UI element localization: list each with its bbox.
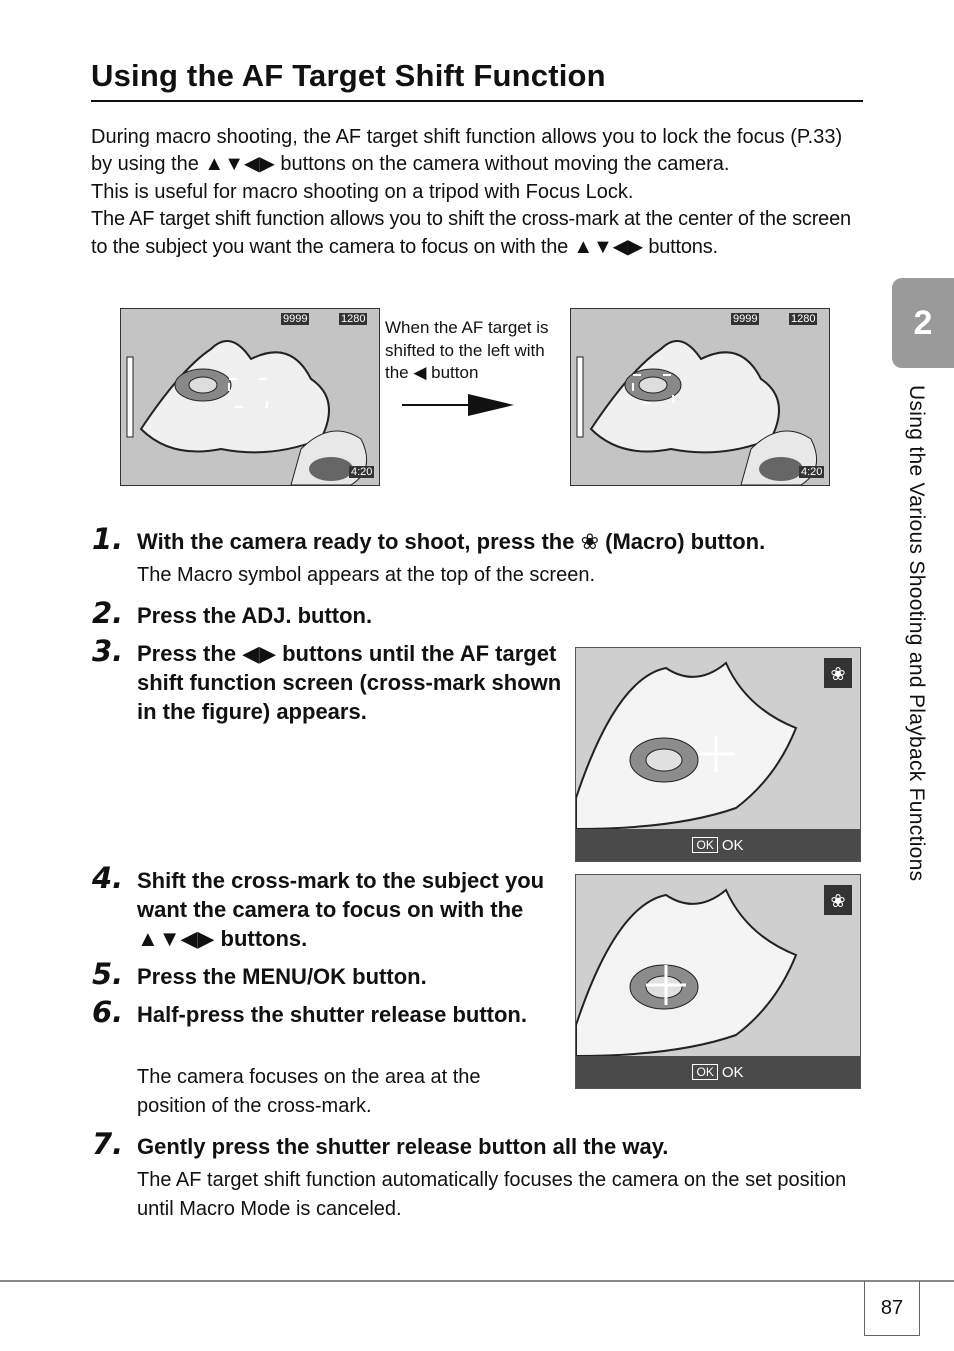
aspect-label: 4:20 xyxy=(801,466,823,478)
chapter-tab: 2 xyxy=(892,278,954,368)
step-number: 2. xyxy=(92,596,124,630)
step-heading: Gently press the shutter release button all the way. xyxy=(137,1134,669,1159)
step-number: 4. xyxy=(92,861,124,895)
flower-closeup-image xyxy=(576,875,860,1056)
aspect-label: 4:20 xyxy=(351,466,373,478)
right-arrow-icon xyxy=(402,392,516,418)
flower-closeup-image xyxy=(576,648,860,829)
intro-paragraph: During macro shooting, the AF target shift function allows you to lock the focus (P.33) by using the ▲▼◀▶ buttons on the camera without moving the camera. xyxy=(91,126,843,176)
intro-text xyxy=(91,124,866,261)
ok-button-icon: OK xyxy=(692,1064,717,1080)
shots-remaining: 9999 xyxy=(283,313,308,325)
step-heading: Half-press the shutter release button. xyxy=(137,1002,527,1027)
step-heading: Shift the cross-mark to the subject you want the camera to focus on with the ▲▼◀▶ buttons. xyxy=(137,868,545,951)
footer-rule xyxy=(0,1280,954,1282)
ok-label: OK xyxy=(721,836,744,854)
diagram-caption: When the AF target is shifted to the left with the ◀ button xyxy=(385,318,549,382)
step-body: The Macro symbol appears at the top of the screen. xyxy=(137,564,596,586)
chapter-side-title xyxy=(904,385,944,985)
step-heading: With the camera ready to shoot, press the ❀ (Macro) button. xyxy=(137,529,766,554)
step-number: 3. xyxy=(92,634,124,668)
flower-image xyxy=(121,309,379,485)
ok-bar xyxy=(576,829,860,861)
step-body: The AF target shift function automatically focuses the camera on the set position until Macro Mode is canceled. xyxy=(137,1169,847,1220)
ok-bar xyxy=(576,1056,860,1088)
lcd-screenshot-before xyxy=(120,308,380,486)
step-number: 6. xyxy=(92,995,124,1029)
page-number: 87 xyxy=(864,1281,920,1336)
step-number: 5. xyxy=(92,957,124,991)
cross-mark-shifted-figure xyxy=(575,874,861,1089)
page-title: Using the AF Target Shift Function xyxy=(91,58,863,102)
step-heading: Press the ◀▶ buttons until the AF target shift function screen (cross-mark shown in the figure) appears. xyxy=(137,641,562,724)
image-size: 1280 xyxy=(791,313,816,325)
image-size: 1280 xyxy=(341,313,366,325)
intro-paragraph: The AF target shift function allows you to shift the cross-mark at the center of the screen to the subject you want the camera to focus on with the ▲▼◀▶ buttons. xyxy=(91,208,851,258)
svg-text:❀: ❀ xyxy=(830,891,846,912)
shots-remaining: 9999 xyxy=(733,313,758,325)
step-number: 7. xyxy=(92,1127,124,1161)
flower-image xyxy=(571,309,829,485)
lcd-screenshot-after xyxy=(570,308,830,486)
svg-text:❀: ❀ xyxy=(830,664,846,685)
ok-label: OK xyxy=(721,1063,744,1081)
intro-paragraph: This is useful for macro shooting on a tripod with Focus Lock. xyxy=(91,180,634,203)
step-number: 1. xyxy=(92,522,124,556)
step-heading: Press the MENU/OK button. xyxy=(137,964,427,989)
af-target-screen-figure xyxy=(575,647,861,862)
step-heading: Press the ADJ. button. xyxy=(137,603,373,628)
step-body: The camera focuses on the area at the position of the cross-mark. xyxy=(137,1066,481,1117)
ok-button-icon: OK xyxy=(692,837,717,853)
chapter-title: Using the Various Shooting and Playback Functions xyxy=(905,385,928,882)
